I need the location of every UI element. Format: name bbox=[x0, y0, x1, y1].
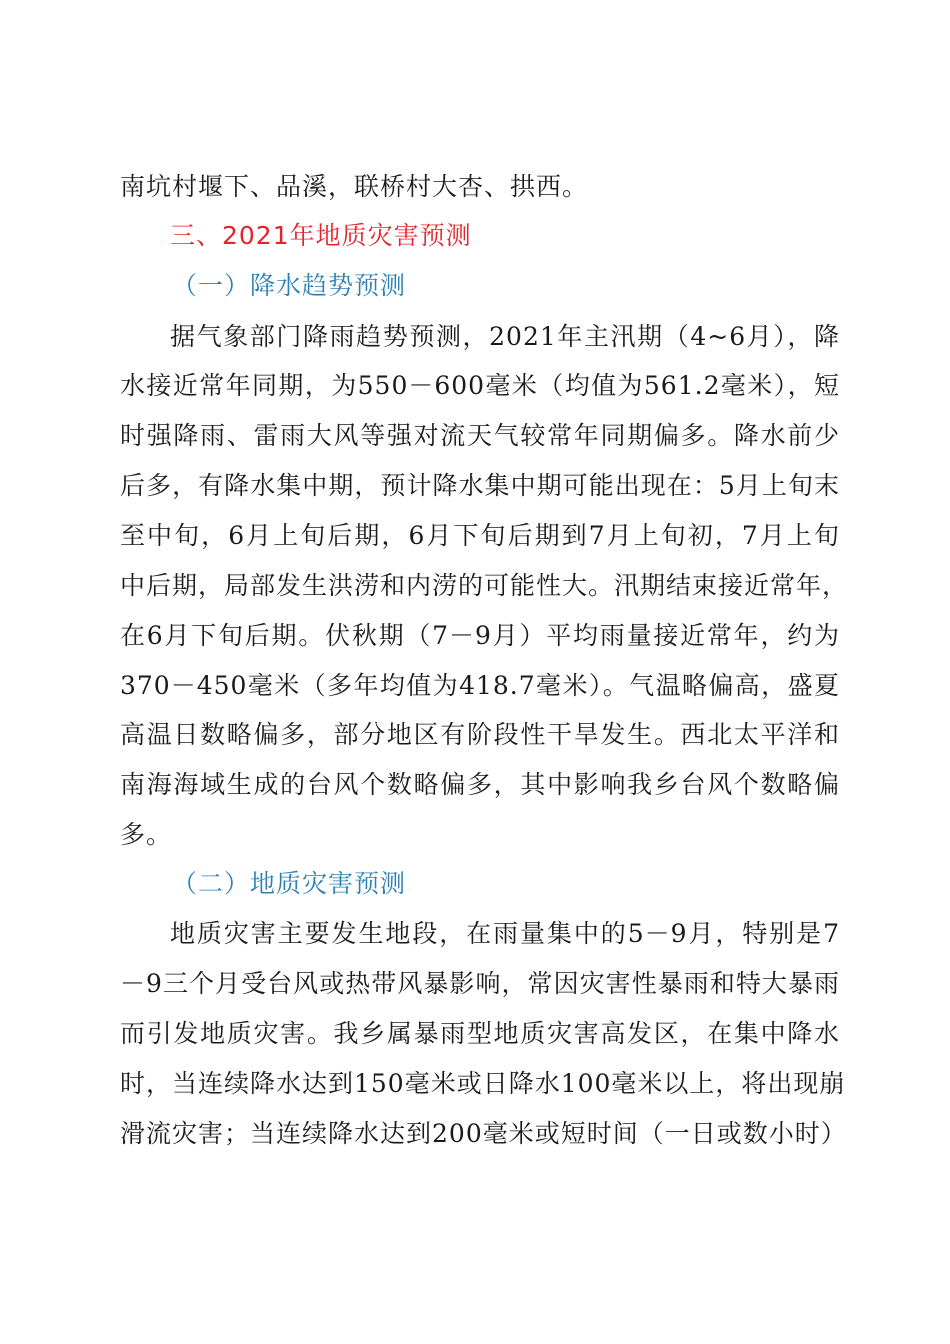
paragraph-line: 据气象部门降雨趋势预测，2021年主汛期（4~6月），降 bbox=[170, 322, 840, 351]
paragraph-line: 而引发地质灾害。我乡属暴雨型地质灾害高发区，在集中降水 bbox=[120, 1019, 840, 1048]
paragraph-line: 水接近常年同期，为550－600毫米（均值为561.2毫米），短 bbox=[120, 371, 840, 400]
paragraph-line: 后多，有降水集中期，预计降水集中期可能出现在：5月上旬末 bbox=[120, 471, 840, 500]
paragraph-line: 南坑村堰下、品溪，联桥村大杏、拱西。 bbox=[120, 172, 589, 201]
section-heading: 三、2021年地质灾害预测 bbox=[170, 221, 472, 250]
paragraph-line: 时强降雨、雷雨大风等强对流天气较常年同期偏多。降水前少 bbox=[120, 421, 840, 450]
subsection-heading: （一）降水趋势预测 bbox=[172, 271, 407, 300]
paragraph-line: 中后期，局部发生洪涝和内涝的可能性大。汛期结束接近常年， bbox=[120, 571, 849, 600]
paragraph-line: 地质灾害主要发生地段，在雨量集中的5－9月，特别是7 bbox=[170, 919, 840, 948]
paragraph-line: 至中旬，6月上旬后期，6月下旬后期到7月上旬初，7月上旬 bbox=[120, 521, 840, 550]
paragraph-line: 多。 bbox=[120, 820, 173, 849]
subsection-heading: （二）地质灾害预测 bbox=[172, 869, 407, 898]
paragraph-line: 南海海域生成的台风个数略偏多，其中影响我乡台风个数略偏 bbox=[120, 770, 840, 799]
paragraph-line: 在6月下旬后期。伏秋期（7－9月）平均雨量接近常年，约为 bbox=[120, 621, 840, 650]
paragraph-line: 时，当连续降水达到150毫米或日降水100毫米以上，将出现崩 bbox=[120, 1069, 846, 1098]
paragraph-line: 滑流灾害；当连续降水达到200毫米或短时间（一日或数小时） bbox=[120, 1119, 847, 1148]
paragraph-line: 高温日数略偏多，部分地区有阶段性干旱发生。西北太平洋和 bbox=[120, 720, 840, 749]
paragraph-line: －9三个月受台风或热带风暴影响，常因灾害性暴雨和特大暴雨 bbox=[120, 969, 840, 998]
paragraph-line: 370－450毫米（多年均值为418.7毫米）。气温略偏高，盛夏 bbox=[120, 671, 840, 700]
